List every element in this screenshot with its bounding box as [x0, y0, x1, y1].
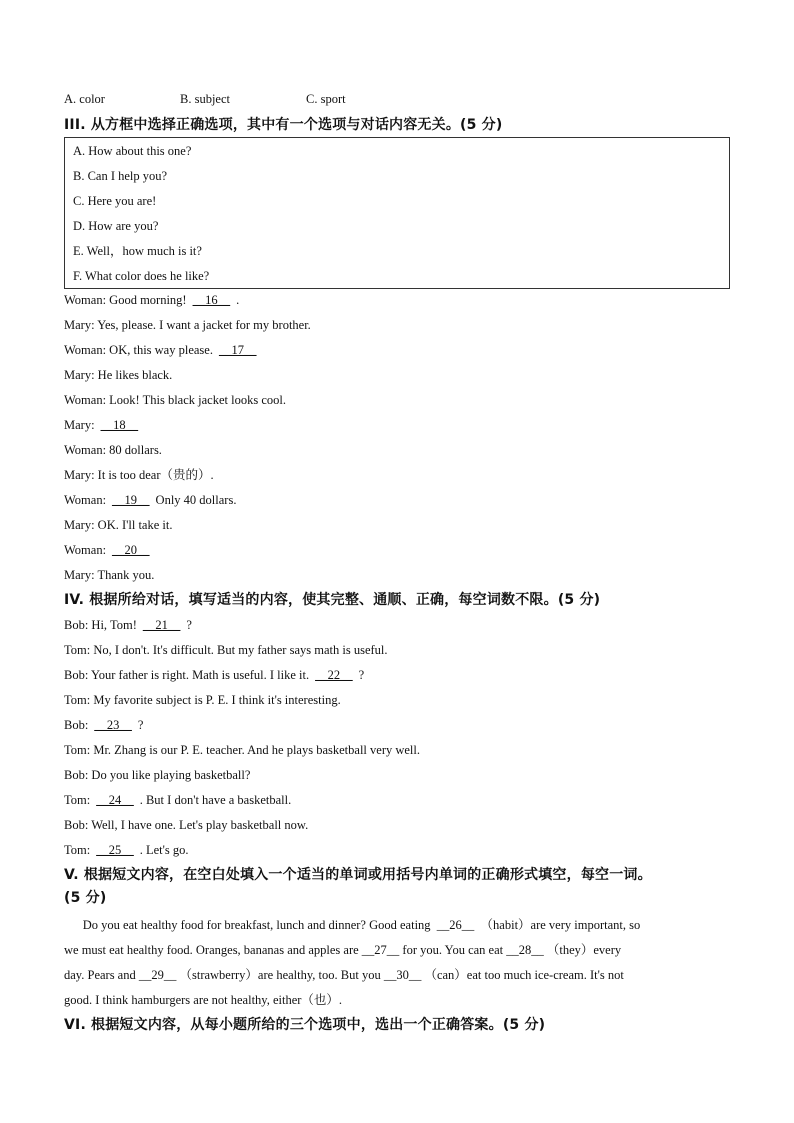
dialogue-line	[64, 817, 308, 833]
dialogue-text: ?	[358, 668, 365, 682]
answer-blank[interactable]: __21__	[142, 618, 181, 632]
answer-blank[interactable]: __20__	[112, 543, 150, 557]
dialogue-text: .	[236, 293, 240, 307]
dialogue-text: Woman: 80 dollars.	[64, 443, 162, 457]
dialogue-text: Mary:	[64, 418, 95, 432]
dialogue-text: ?	[137, 718, 144, 732]
dialogue-line	[64, 767, 250, 783]
dialogue-text: . But I don't have a basketball.	[139, 793, 292, 807]
dialogue-line	[64, 667, 364, 683]
passage-line: good. I think hamburgers are not healthy, either（也）.	[64, 993, 343, 1007]
dialogue-text: Mary: OK. I'll take it.	[64, 518, 173, 532]
answer-blank[interactable]: __16__	[192, 293, 231, 307]
dialogue-line	[64, 692, 341, 708]
dialogue-text: Bob:	[64, 718, 89, 732]
section-5-heading: V. 根据短文内容，在空白处填入一个适当的单词或用括号内单词的正确形式填空，每空一词。	[64, 867, 652, 883]
passage-line: Do you eat healthy food for breakfast, lunch and dinner? Good eating __26__ （habit）are very important, so	[64, 918, 641, 932]
dialogue-line	[64, 442, 162, 458]
dialogue-line	[64, 317, 311, 333]
dialogue-line	[64, 292, 239, 308]
dialogue-text: Mary: Thank you.	[64, 568, 155, 582]
dialogue-line	[64, 367, 172, 383]
dialogue-text: . Let's go.	[139, 843, 189, 857]
box-option: C. Here you are!	[73, 194, 157, 208]
dialogue-line	[64, 392, 286, 408]
dialogue-text: Mary: Yes, please. I want a jacket for my brother.	[64, 318, 311, 332]
box-option: B. Can I help you?	[73, 169, 168, 183]
answer-blank[interactable]: __19__	[112, 493, 150, 507]
answer-blank[interactable]: __24__	[96, 793, 134, 807]
option-c: C. sport	[306, 92, 346, 106]
options-box	[64, 137, 730, 289]
answer-blank[interactable]: __17__	[218, 343, 257, 357]
dialogue-line	[64, 842, 189, 858]
dialogue-text: Tom:	[64, 843, 91, 857]
dialogue-line	[64, 742, 420, 758]
dialogue-line	[64, 792, 291, 808]
dialogue-text: Woman: Look! This black jacket looks cool.	[64, 393, 286, 407]
dialogue-text: Bob: Hi, Tom!	[64, 618, 137, 632]
box-option: F. What color does he like?	[73, 269, 210, 283]
dialogue-line	[64, 642, 388, 658]
section-6-heading: VI. 根据短文内容，从每小题所给的三个选项中，选出一个正确答案。(5 分)	[64, 1017, 546, 1033]
dialogue-text: Tom: Mr. Zhang is our P. E. teacher. And he plays basketball very well.	[64, 743, 420, 757]
dialogue-line	[64, 567, 154, 583]
dialogue-line	[64, 417, 144, 433]
dialogue-line	[64, 517, 172, 533]
dialogue-text: Woman:	[64, 493, 107, 507]
option-a: A. color	[64, 92, 105, 106]
dialogue-text: Bob: Do you like playing basketball?	[64, 768, 251, 782]
dialogue-text: Bob: Your father is right. Math is useful. I like it.	[64, 668, 310, 682]
dialogue-line	[64, 717, 143, 733]
section-4-heading: IV. 根据所给对话，填写适当的内容，使其完整、通顺、正确，每空词数不限。(5 分)	[64, 592, 601, 608]
dialogue-text: Tom: My favorite subject is P. E. I think it's interesting.	[64, 693, 341, 707]
dialogue-text: Mary: He likes black.	[64, 368, 173, 382]
box-option: A. How about this one?	[73, 144, 192, 158]
box-option: D. How are you?	[73, 219, 159, 233]
dialogue-line	[64, 617, 192, 633]
section-5-heading-score: (5 分)	[64, 890, 107, 906]
dialogue-text: Woman: OK, this way please.	[64, 343, 213, 357]
section-3-heading: III. 从方框中选择正确选项，其中有一个选项与对话内容无关。(5 分)	[64, 117, 503, 133]
dialogue-text: Tom: No, I don't. It's difficult. But my father says math is useful.	[64, 643, 388, 657]
dialogue-text: Woman: Good morning!	[64, 293, 187, 307]
answer-blank[interactable]: __22__	[315, 668, 353, 682]
dialogue-text: Only 40 dollars.	[155, 493, 237, 507]
dialogue-line	[64, 467, 214, 483]
answer-blank[interactable]: __23__	[94, 718, 132, 732]
dialogue-text: Woman:	[64, 543, 107, 557]
option-b: B. subject	[180, 92, 230, 106]
passage-line: day. Pears and __29__ （strawberry）are healthy, too. But you __30__ （can）eat too much ice-cream. It's not	[64, 968, 624, 982]
dialogue-text: Bob: Well, I have one. Let's play basketball now.	[64, 818, 309, 832]
passage-line: we must eat healthy food. Oranges, bananas and apples are __27__ for you. You can eat __28__ （they）every	[64, 943, 622, 957]
box-option: E. Well，how much is it?	[73, 244, 202, 258]
dialogue-line	[64, 542, 156, 558]
dialogue-text: Mary: It is too dear（贵的）.	[64, 468, 214, 482]
dialogue-text: Tom:	[64, 793, 91, 807]
dialogue-line	[64, 492, 236, 508]
answer-blank[interactable]: __25__	[96, 843, 134, 857]
answer-blank[interactable]: __18__	[100, 418, 139, 432]
dialogue-line	[64, 342, 262, 358]
dialogue-text: ?	[186, 618, 192, 632]
